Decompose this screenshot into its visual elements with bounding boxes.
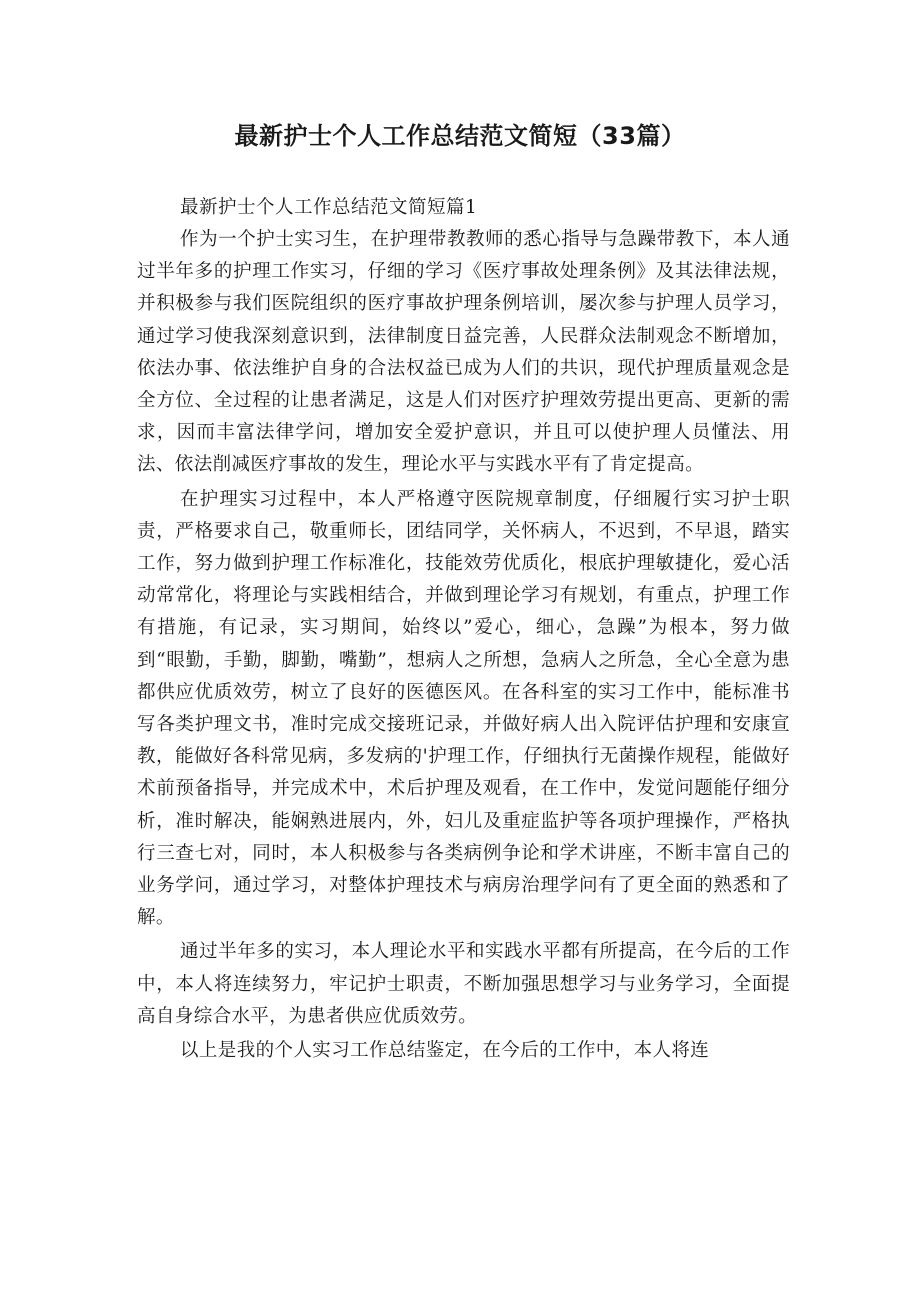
document-title: 最新护士个人工作总结范文简短（33篇） — [234, 122, 686, 150]
paragraph-2: 在护理实习过程中，本人严格遵守医院规章制度，仔细履行实习护士职责，严格要求自己，敬重师长，团结同学，关怀病人，不迟到，不早退，踏实工作，努力做到护理工作标准化，技能效劳优质化，根底护理敏捷化，爱心活动常常化，将理论与实践相结合，并做到理论学习有规划，有重点，护理工作有措施，有记录，实习期间，始终以”爱心，细心，急躁”为根本，努力做到“眼勤，手勤，脚勤，嘴勤”，想病人之所想，急病人之所急，全心全意为患都供应优质效劳，树立了良好的医德医风。在各科室的实习工作中，能标准书写各类护理文书，准时完成交接班记录，并做好病人出入院评估护理和安康宣教，能做好各科常见病，多发病的'护理工作，仔细执行无菌操作规程，能做好术前预备指导，并完成术中，术后护理及观看，在工作中，发觉问题能仔细分析，准时解决，能娴熟进展内，外，妇儿及重症监护等各项护理操作，严格执行三查七对，同时，本人积极参与各类病例争论和学术讲座，不断丰富自己的业务学问，通过学习，对整体护理技术与病房治理学问有了更全面的熟悉和了解。 — [137, 488, 790, 929]
paragraph-4: 以上是我的个人实习工作总结鉴定，在今后的工作中，本人将连 — [180, 1040, 710, 1062]
section-heading: 最新护士个人工作总结范文简短篇1 — [180, 197, 478, 218]
document-body — [137, 192, 790, 1069]
paragraph-1: 作为一个护士实习生，在护理带教教师的悉心指导与急躁带教下，本人通过半年多的护理工作实习，仔细的学习《医疗事故处理条例》及其法律法规，并积极参与我们医院组织的医疗事故护理条例培训，屡次参与护理人员学习，通过学习使我深刻意识到，法律制度日益完善，人民群众法制观念不断增加，依法办事、依法维护自身的合法权益已成为人们的共识，现代护理质量观念是全方位、全过程的让患者满足，这是人们对医疗护理效劳提出更高、更新的需求，因而丰富法律学问，增加安全爱护意识，并且可以使护理人员懂法、用法、依法削减医疗事故的发生，理论水平与实践水平有了肯定提高。 — [137, 229, 790, 476]
paragraph-3: 通过半年多的实习，本人理论水平和实践水平都有所提高，在今后的工作中，本人将连续努力，牢记护士职责，不断加强思想学习与业务学习，全面提高自身综合水平，为患者供应优质效劳。 — [137, 941, 790, 1027]
